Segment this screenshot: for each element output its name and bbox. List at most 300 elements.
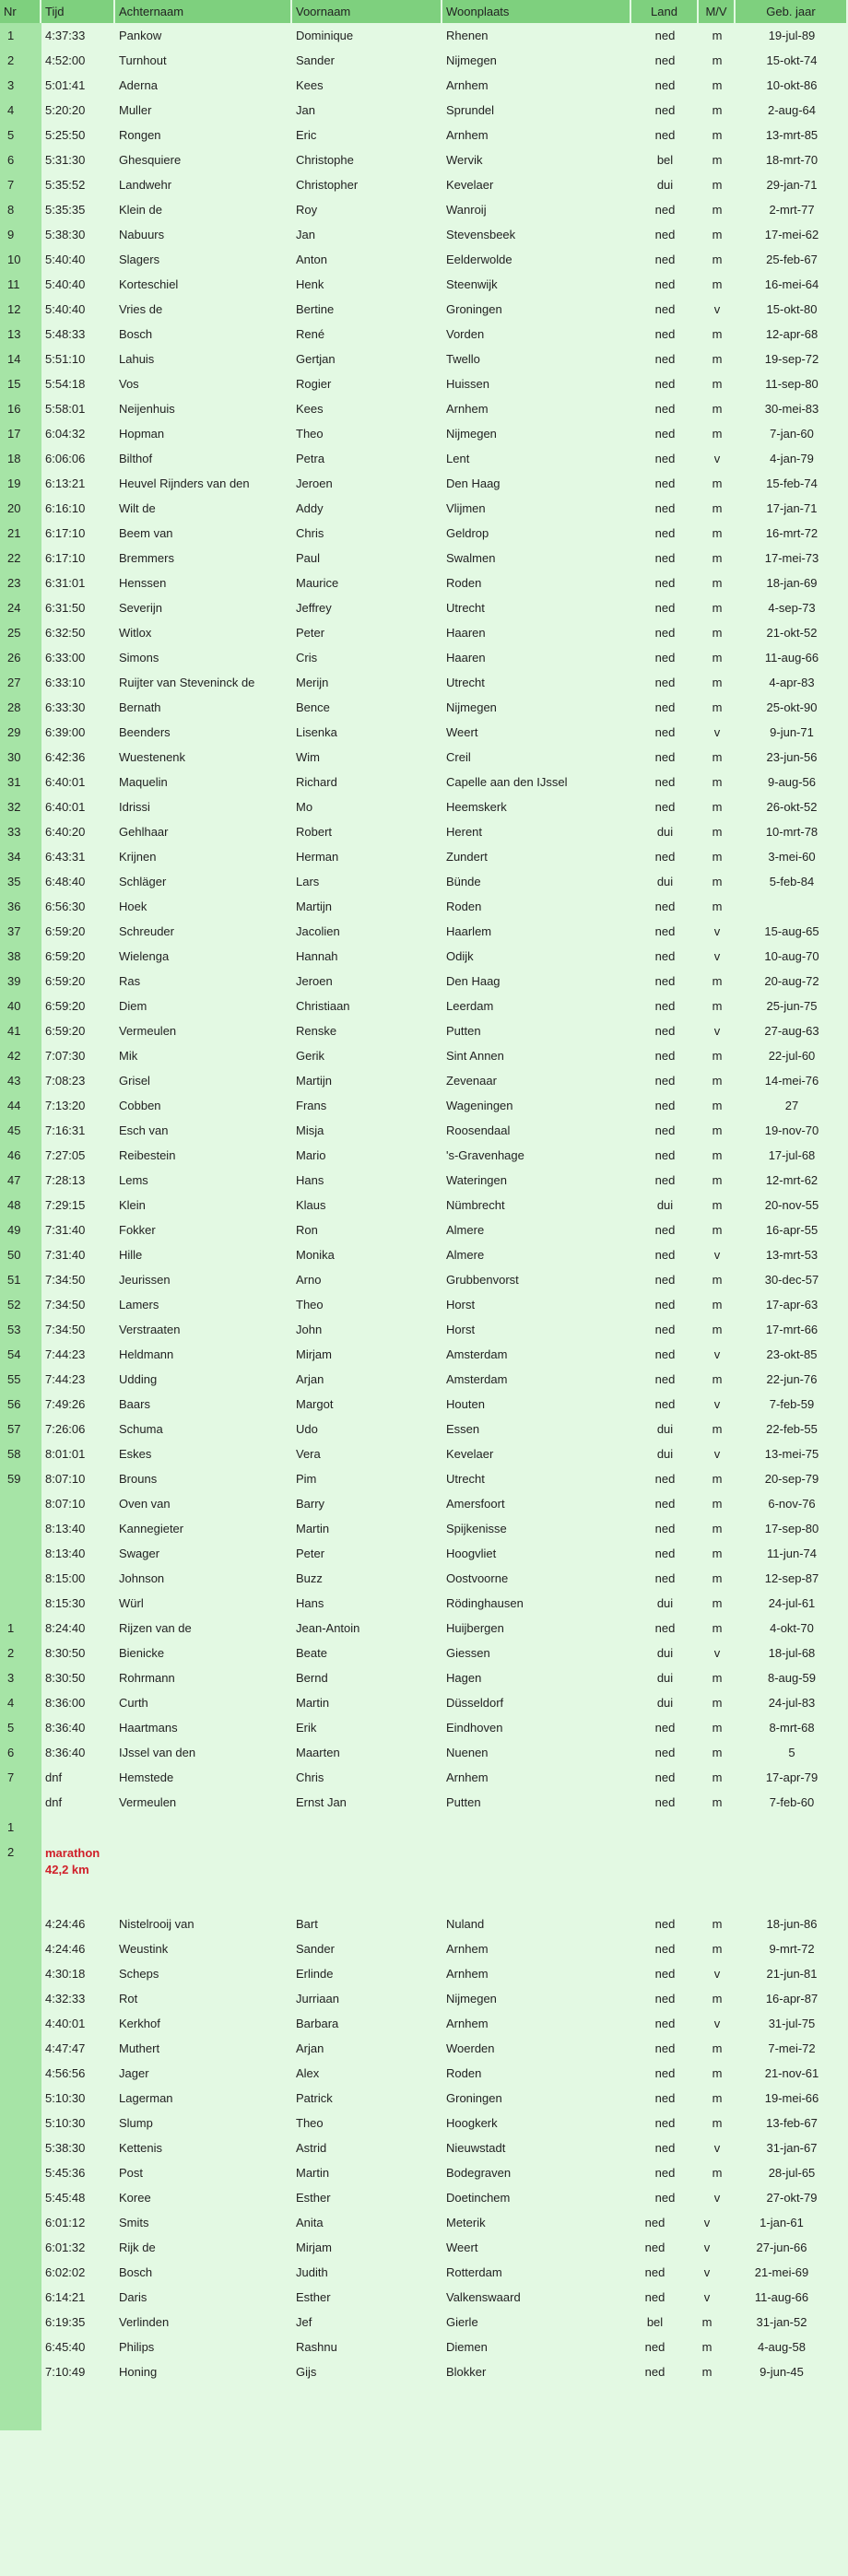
row-tijd: 5:35:52 xyxy=(45,178,86,192)
row-woonplaats: Huijbergen xyxy=(446,1621,504,1635)
row-achternaam: Hemstede xyxy=(119,1770,174,1784)
row-tijd: 6:13:21 xyxy=(45,476,86,490)
table-row xyxy=(0,2335,848,2359)
row-land: ned xyxy=(654,2191,676,2205)
row-geb: 16-mei-64 xyxy=(764,277,819,291)
row-land: ned xyxy=(654,1967,676,1981)
row-woonplaats: Wanroij xyxy=(446,203,487,217)
row-mv: m xyxy=(712,626,723,640)
row-geb: 17-mrt-66 xyxy=(765,1323,819,1336)
table-row xyxy=(0,1936,848,1961)
row-nr: 59 xyxy=(0,1466,41,1491)
row-woonplaats: Roosendaal xyxy=(446,1123,511,1137)
row-geb: 26-okt-52 xyxy=(766,800,818,814)
table-row xyxy=(0,670,848,695)
row-woonplaats: Swalmen xyxy=(446,551,496,565)
row-nr: 37 xyxy=(0,919,41,944)
row-mv: m xyxy=(712,1770,723,1784)
row-land: ned xyxy=(654,1621,676,1635)
row-mv: v xyxy=(703,2265,711,2279)
table-row xyxy=(0,1961,848,1986)
row-woonplaats: Nümbrecht xyxy=(446,1198,505,1212)
row-mv: m xyxy=(712,1323,723,1336)
row-nr xyxy=(0,1591,41,1616)
row-tijd: 6:06:06 xyxy=(45,452,86,465)
row-geb: 19-nov-70 xyxy=(764,1123,819,1137)
row-tijd: 7:27:05 xyxy=(45,1148,86,1162)
row-achternaam: Rijzen van de xyxy=(119,1621,192,1635)
row-achternaam: Slagers xyxy=(119,253,160,266)
row-nr: 33 xyxy=(0,819,41,844)
row-mv: v xyxy=(713,452,721,465)
row-voornaam: Theo xyxy=(296,427,324,441)
row-voornaam: Jean-Antoin xyxy=(296,1621,360,1635)
row-land: ned xyxy=(654,1099,676,1112)
row-land: ned xyxy=(654,29,676,42)
row-tijd: 7:28:13 xyxy=(45,1173,86,1187)
row-achternaam: Severijn xyxy=(119,601,162,615)
row-voornaam: Peter xyxy=(296,1547,325,1560)
row-geb: 21-okt-52 xyxy=(766,626,818,640)
row-land: ned xyxy=(654,1746,676,1759)
row-woonplaats: Utrecht xyxy=(446,601,485,615)
row-voornaam: Astrid xyxy=(296,2141,327,2155)
table-row xyxy=(0,1267,848,1292)
row-nr: 22 xyxy=(0,546,41,570)
row-land: ned xyxy=(644,2216,665,2229)
row-mv: m xyxy=(712,1746,723,1759)
row-land: ned xyxy=(644,2365,665,2379)
row-mv: v xyxy=(713,2191,721,2205)
row-voornaam: Ernst Jan xyxy=(296,1795,347,1809)
row-mv: m xyxy=(712,178,723,192)
row-land: ned xyxy=(654,576,676,590)
row-achternaam: Slump xyxy=(119,2116,153,2130)
row-tijd: 6:04:32 xyxy=(45,427,86,441)
row-woonplaats: Diemen xyxy=(446,2340,488,2354)
row-geb: 21-mei-69 xyxy=(754,2265,809,2279)
section-label-row xyxy=(0,1840,848,1911)
row-woonplaats: Den Haag xyxy=(446,974,501,988)
row-mv: m xyxy=(701,2340,713,2354)
row-land: dui xyxy=(656,825,674,839)
row-land: ned xyxy=(654,476,676,490)
table-row xyxy=(0,2210,848,2235)
row-nr: 4 xyxy=(0,98,41,123)
row-mv: m xyxy=(712,1522,723,1535)
row-land: ned xyxy=(654,1323,676,1336)
row-achternaam: Rongen xyxy=(119,128,161,142)
row-nr: 45 xyxy=(0,1118,41,1143)
row-tijd: 5:58:01 xyxy=(45,402,86,416)
row-achternaam: Daris xyxy=(119,2290,147,2304)
row-mv: m xyxy=(712,103,723,117)
row-achternaam: Kettenis xyxy=(119,2141,162,2155)
row-mv: m xyxy=(712,2066,723,2080)
table-row xyxy=(0,994,848,1018)
row-voornaam: Bart xyxy=(296,1917,318,1931)
header-land: Land xyxy=(631,0,699,23)
row-mv: m xyxy=(701,2315,713,2329)
row-tijd: 6:01:32 xyxy=(45,2241,86,2254)
row-achternaam: Muller xyxy=(119,103,152,117)
gap-nr-1: 1 xyxy=(0,1815,41,1840)
row-voornaam: Paul xyxy=(296,551,321,565)
row-voornaam: Patrick xyxy=(296,2091,333,2105)
row-tijd: 8:24:40 xyxy=(45,1621,86,1635)
row-geb: 23-okt-85 xyxy=(766,1347,818,1361)
row-tijd: 8:13:40 xyxy=(45,1547,86,1560)
table-row xyxy=(0,1292,848,1317)
row-land: ned xyxy=(654,1547,676,1560)
row-achternaam: IJssel van den xyxy=(119,1746,196,1759)
row-mv: m xyxy=(701,2365,713,2379)
row-mv: m xyxy=(712,1472,723,1486)
row-land: ned xyxy=(654,775,676,789)
row-tijd: 7:16:31 xyxy=(45,1123,86,1137)
row-geb: 11-jun-74 xyxy=(767,1547,817,1560)
row-geb: 17-mei-73 xyxy=(764,551,819,565)
row-achternaam: Witlox xyxy=(119,626,152,640)
row-voornaam: Theo xyxy=(296,1298,324,1312)
table-row xyxy=(0,421,848,446)
row-voornaam: Maarten xyxy=(296,1746,340,1759)
row-geb: 31-jul-75 xyxy=(768,2017,816,2030)
row-achternaam: Maquelin xyxy=(119,775,168,789)
row-land: ned xyxy=(654,1571,676,1585)
row-woonplaats: Capelle aan den IJssel xyxy=(446,775,568,789)
row-land: ned xyxy=(654,2041,676,2055)
row-woonplaats: Leerdam xyxy=(446,999,494,1013)
row-nr: 15 xyxy=(0,371,41,396)
row-geb: 6-nov-76 xyxy=(768,1497,816,1511)
row-woonplaats: Amsterdam xyxy=(446,1347,508,1361)
table-row xyxy=(0,2160,848,2185)
row-geb: 16-apr-55 xyxy=(765,1223,819,1237)
row-achternaam: Weustink xyxy=(119,1942,169,1956)
row-nr: 56 xyxy=(0,1392,41,1417)
row-voornaam: Rogier xyxy=(296,377,332,391)
row-mv: m xyxy=(712,1621,723,1635)
row-nr: 12 xyxy=(0,297,41,322)
row-tijd: 4:37:33 xyxy=(45,29,86,42)
row-voornaam: Kees xyxy=(296,402,324,416)
row-land: ned xyxy=(654,78,676,92)
row-nr: 7 xyxy=(0,1765,41,1790)
row-nr: 13 xyxy=(0,322,41,347)
row-achternaam: Nistelrooij van xyxy=(119,1917,194,1931)
row-woonplaats: Arnhem xyxy=(446,402,489,416)
row-voornaam: Jef xyxy=(296,2315,312,2329)
header-voornaam: Voornaam xyxy=(292,0,442,23)
row-woonplaats: Haaren xyxy=(446,626,486,640)
row-voornaam: Arno xyxy=(296,1273,322,1287)
row-achternaam: Schuma xyxy=(119,1422,163,1436)
row-nr: 32 xyxy=(0,794,41,819)
row-nr: 10 xyxy=(0,247,41,272)
row-mv: m xyxy=(712,476,723,490)
row-voornaam: Theo xyxy=(296,2116,324,2130)
row-land: ned xyxy=(654,1942,676,1956)
row-geb: 25-okt-90 xyxy=(766,700,818,714)
row-mv: m xyxy=(712,1049,723,1063)
row-mv: m xyxy=(712,1571,723,1585)
row-tijd: 8:13:40 xyxy=(45,1522,86,1535)
table-row xyxy=(0,1790,848,1815)
row-land: ned xyxy=(654,725,676,739)
row-achternaam: Brouns xyxy=(119,1472,158,1486)
row-mv: v xyxy=(713,1347,721,1361)
row-land: ned xyxy=(654,1173,676,1187)
row-woonplaats: Groningen xyxy=(446,2091,502,2105)
table-row xyxy=(0,1715,848,1740)
row-tijd: 6:33:00 xyxy=(45,651,86,665)
row-tijd: 6:56:30 xyxy=(45,900,86,913)
row-tijd: 5:40:40 xyxy=(45,253,86,266)
row-nr xyxy=(0,2285,41,2310)
row-nr xyxy=(0,1541,41,1566)
row-achternaam: Baars xyxy=(119,1397,150,1411)
row-tijd: 6:40:20 xyxy=(45,825,86,839)
row-geb: 7-mei-72 xyxy=(768,2041,816,2055)
row-geb: 19-mei-66 xyxy=(764,2091,819,2105)
row-achternaam: Simons xyxy=(119,651,159,665)
row-voornaam: Gerik xyxy=(296,1049,325,1063)
row-voornaam: Monika xyxy=(296,1248,335,1262)
row-mv: m xyxy=(712,1721,723,1735)
table-row xyxy=(0,720,848,745)
row-achternaam: Bienicke xyxy=(119,1646,165,1660)
row-nr: 26 xyxy=(0,645,41,670)
row-land: ned xyxy=(654,128,676,142)
row-tijd: 6:14:21 xyxy=(45,2290,86,2304)
row-woonplaats: Utrecht xyxy=(446,1472,485,1486)
row-voornaam: Misja xyxy=(296,1123,324,1137)
row-land: ned xyxy=(654,601,676,615)
row-land: ned xyxy=(654,1223,676,1237)
row-land: ned xyxy=(654,1248,676,1262)
row-mv: m xyxy=(712,53,723,67)
row-voornaam: Alex xyxy=(296,2066,320,2080)
table-row xyxy=(0,1118,848,1143)
row-voornaam: Richard xyxy=(296,775,337,789)
row-geb: 9-jun-71 xyxy=(770,725,814,739)
row-nr: 58 xyxy=(0,1441,41,1466)
row-nr: 53 xyxy=(0,1317,41,1342)
row-land: ned xyxy=(654,1472,676,1486)
row-tijd: 8:30:50 xyxy=(45,1646,86,1660)
row-achternaam: Klein xyxy=(119,1198,146,1212)
row-geb: 15-feb-74 xyxy=(766,476,818,490)
row-land: ned xyxy=(654,551,676,565)
row-geb: 17-jul-68 xyxy=(768,1148,816,1162)
row-tijd: 6:19:35 xyxy=(45,2315,86,2329)
row-tijd: 8:36:40 xyxy=(45,1721,86,1735)
row-land: ned xyxy=(654,1148,676,1162)
row-geb: 12-sep-87 xyxy=(764,1571,819,1585)
row-woonplaats: Sprundel xyxy=(446,103,495,117)
row-voornaam: Esther xyxy=(296,2290,331,2304)
row-land: ned xyxy=(654,676,676,689)
row-mv: v xyxy=(713,1646,721,1660)
row-geb: 9-jun-45 xyxy=(760,2365,804,2379)
row-voornaam: Klaus xyxy=(296,1198,326,1212)
row-mv: m xyxy=(712,551,723,565)
row-woonplaats: Stevensbeek xyxy=(446,228,516,241)
row-woonplaats: Groningen xyxy=(446,302,502,316)
row-nr: 19 xyxy=(0,471,41,496)
row-land: ned xyxy=(654,427,676,441)
table-row xyxy=(0,1217,848,1242)
table-row xyxy=(0,2061,848,2086)
row-mv: m xyxy=(712,2091,723,2105)
row-voornaam: Roy xyxy=(296,203,318,217)
row-voornaam: Bertine xyxy=(296,302,335,316)
row-woonplaats: Herent xyxy=(446,825,483,839)
row-achternaam: Wielenga xyxy=(119,949,170,963)
row-voornaam: Vera xyxy=(296,1447,321,1461)
row-achternaam: Würl xyxy=(119,1596,144,1610)
row-nr: 49 xyxy=(0,1217,41,1242)
row-land: ned xyxy=(644,2265,665,2279)
row-tijd: 6:43:31 xyxy=(45,850,86,864)
row-achternaam: Bernath xyxy=(119,700,161,714)
table-row xyxy=(0,73,848,98)
row-tijd: 5:20:20 xyxy=(45,103,86,117)
row-geb: 15-aug-65 xyxy=(764,924,819,938)
row-achternaam: Koree xyxy=(119,2191,151,2205)
row-tijd: 8:36:00 xyxy=(45,1696,86,1710)
table-row xyxy=(0,272,848,297)
row-nr: 1 xyxy=(0,23,41,48)
row-woonplaats: Hoogvliet xyxy=(446,1547,497,1560)
row-voornaam: Anita xyxy=(296,2216,324,2229)
row-tijd: 6:17:10 xyxy=(45,551,86,565)
row-voornaam: Hans xyxy=(296,1596,324,1610)
row-woonplaats: Oostvoorne xyxy=(446,1571,509,1585)
row-geb: 12-mrt-62 xyxy=(765,1173,819,1187)
row-land: ned xyxy=(654,2141,676,2155)
table-row xyxy=(0,23,848,48)
row-woonplaats: Sint Annen xyxy=(446,1049,504,1063)
row-geb: 15-okt-80 xyxy=(766,302,818,316)
row-mv: v xyxy=(713,302,721,316)
row-land: ned xyxy=(654,1298,676,1312)
table-row xyxy=(0,869,848,894)
row-achternaam: Korteschiel xyxy=(119,277,179,291)
row-woonplaats: Weert xyxy=(446,2241,478,2254)
row-mv: m xyxy=(712,1917,723,1931)
row-geb: 8-mrt-68 xyxy=(769,1721,815,1735)
row-voornaam: Wim xyxy=(296,750,320,764)
row-voornaam: Margot xyxy=(296,1397,334,1411)
row-mv: v xyxy=(703,2241,711,2254)
row-woonplaats: Amersfoort xyxy=(446,1497,505,1511)
row-geb: 31-jan-52 xyxy=(756,2315,807,2329)
row-land: ned xyxy=(654,1770,676,1784)
row-geb: 29-jan-71 xyxy=(766,178,818,192)
row-nr: 18 xyxy=(0,446,41,471)
table-row xyxy=(0,1143,848,1168)
row-tijd: 5:51:10 xyxy=(45,352,86,366)
row-geb: 7-feb-59 xyxy=(769,1397,815,1411)
row-nr xyxy=(0,2011,41,2036)
table-row xyxy=(0,1591,848,1616)
row-woonplaats: Eelderwolde xyxy=(446,253,512,266)
row-geb: 22-jun-76 xyxy=(766,1372,818,1386)
row-nr xyxy=(0,2036,41,2061)
row-land: ned xyxy=(654,452,676,465)
row-tijd: 7:49:26 xyxy=(45,1397,86,1411)
row-tijd: 5:48:33 xyxy=(45,327,86,341)
row-mv: m xyxy=(712,2166,723,2180)
table-row xyxy=(0,919,848,944)
row-tijd: 7:26:06 xyxy=(45,1422,86,1436)
row-mv: m xyxy=(712,1696,723,1710)
row-woonplaats: Arnhem xyxy=(446,128,489,142)
row-nr: 41 xyxy=(0,1018,41,1043)
row-nr xyxy=(0,2235,41,2260)
row-achternaam: Verlinden xyxy=(119,2315,170,2329)
table-row xyxy=(0,1242,848,1267)
row-woonplaats: Twello xyxy=(446,352,480,366)
row-geb: 20-aug-72 xyxy=(764,974,819,988)
row-mv: m xyxy=(712,1123,723,1137)
table-row xyxy=(0,1466,848,1491)
row-land: ned xyxy=(654,103,676,117)
row-woonplaats: Almere xyxy=(446,1223,485,1237)
table-row xyxy=(0,396,848,421)
footer-row xyxy=(0,2384,848,2430)
row-mv: m xyxy=(712,1942,723,1956)
row-geb: 5 xyxy=(788,1746,795,1759)
row-geb: 14-mei-76 xyxy=(764,1074,819,1088)
row-land: bel xyxy=(646,2315,664,2329)
row-nr: 46 xyxy=(0,1143,41,1168)
row-tijd: 7:13:20 xyxy=(45,1099,86,1112)
row-tijd: 6:59:20 xyxy=(45,974,86,988)
row-tijd: 8:01:01 xyxy=(45,1447,86,1461)
row-voornaam: Bernd xyxy=(296,1671,328,1685)
row-mv: m xyxy=(712,850,723,864)
row-achternaam: Scheps xyxy=(119,1967,159,1981)
row-voornaam: Ron xyxy=(296,1223,318,1237)
row-nr: 34 xyxy=(0,844,41,869)
row-geb: 31-jan-67 xyxy=(766,2141,818,2155)
row-woonplaats: Horst xyxy=(446,1298,476,1312)
row-nr xyxy=(0,2260,41,2285)
row-geb: 20-nov-55 xyxy=(764,1198,819,1212)
row-mv: m xyxy=(712,277,723,291)
row-achternaam: Smits xyxy=(119,2216,149,2229)
row-land: ned xyxy=(654,1024,676,1038)
row-tijd: 4:56:56 xyxy=(45,2066,86,2080)
row-nr: 17 xyxy=(0,421,41,446)
row-voornaam: Maurice xyxy=(296,576,339,590)
table-row xyxy=(0,222,848,247)
row-land: ned xyxy=(654,277,676,291)
table-row xyxy=(0,446,848,471)
row-achternaam: Grisel xyxy=(119,1074,150,1088)
row-achternaam: Swager xyxy=(119,1547,160,1560)
table-row xyxy=(0,2310,848,2335)
row-nr: 51 xyxy=(0,1267,41,1292)
row-nr: 36 xyxy=(0,894,41,919)
row-mv: m xyxy=(712,1173,723,1187)
table-row xyxy=(0,1911,848,1936)
row-woonplaats: Nijmegen xyxy=(446,1992,497,2006)
row-land: ned xyxy=(654,2017,676,2030)
